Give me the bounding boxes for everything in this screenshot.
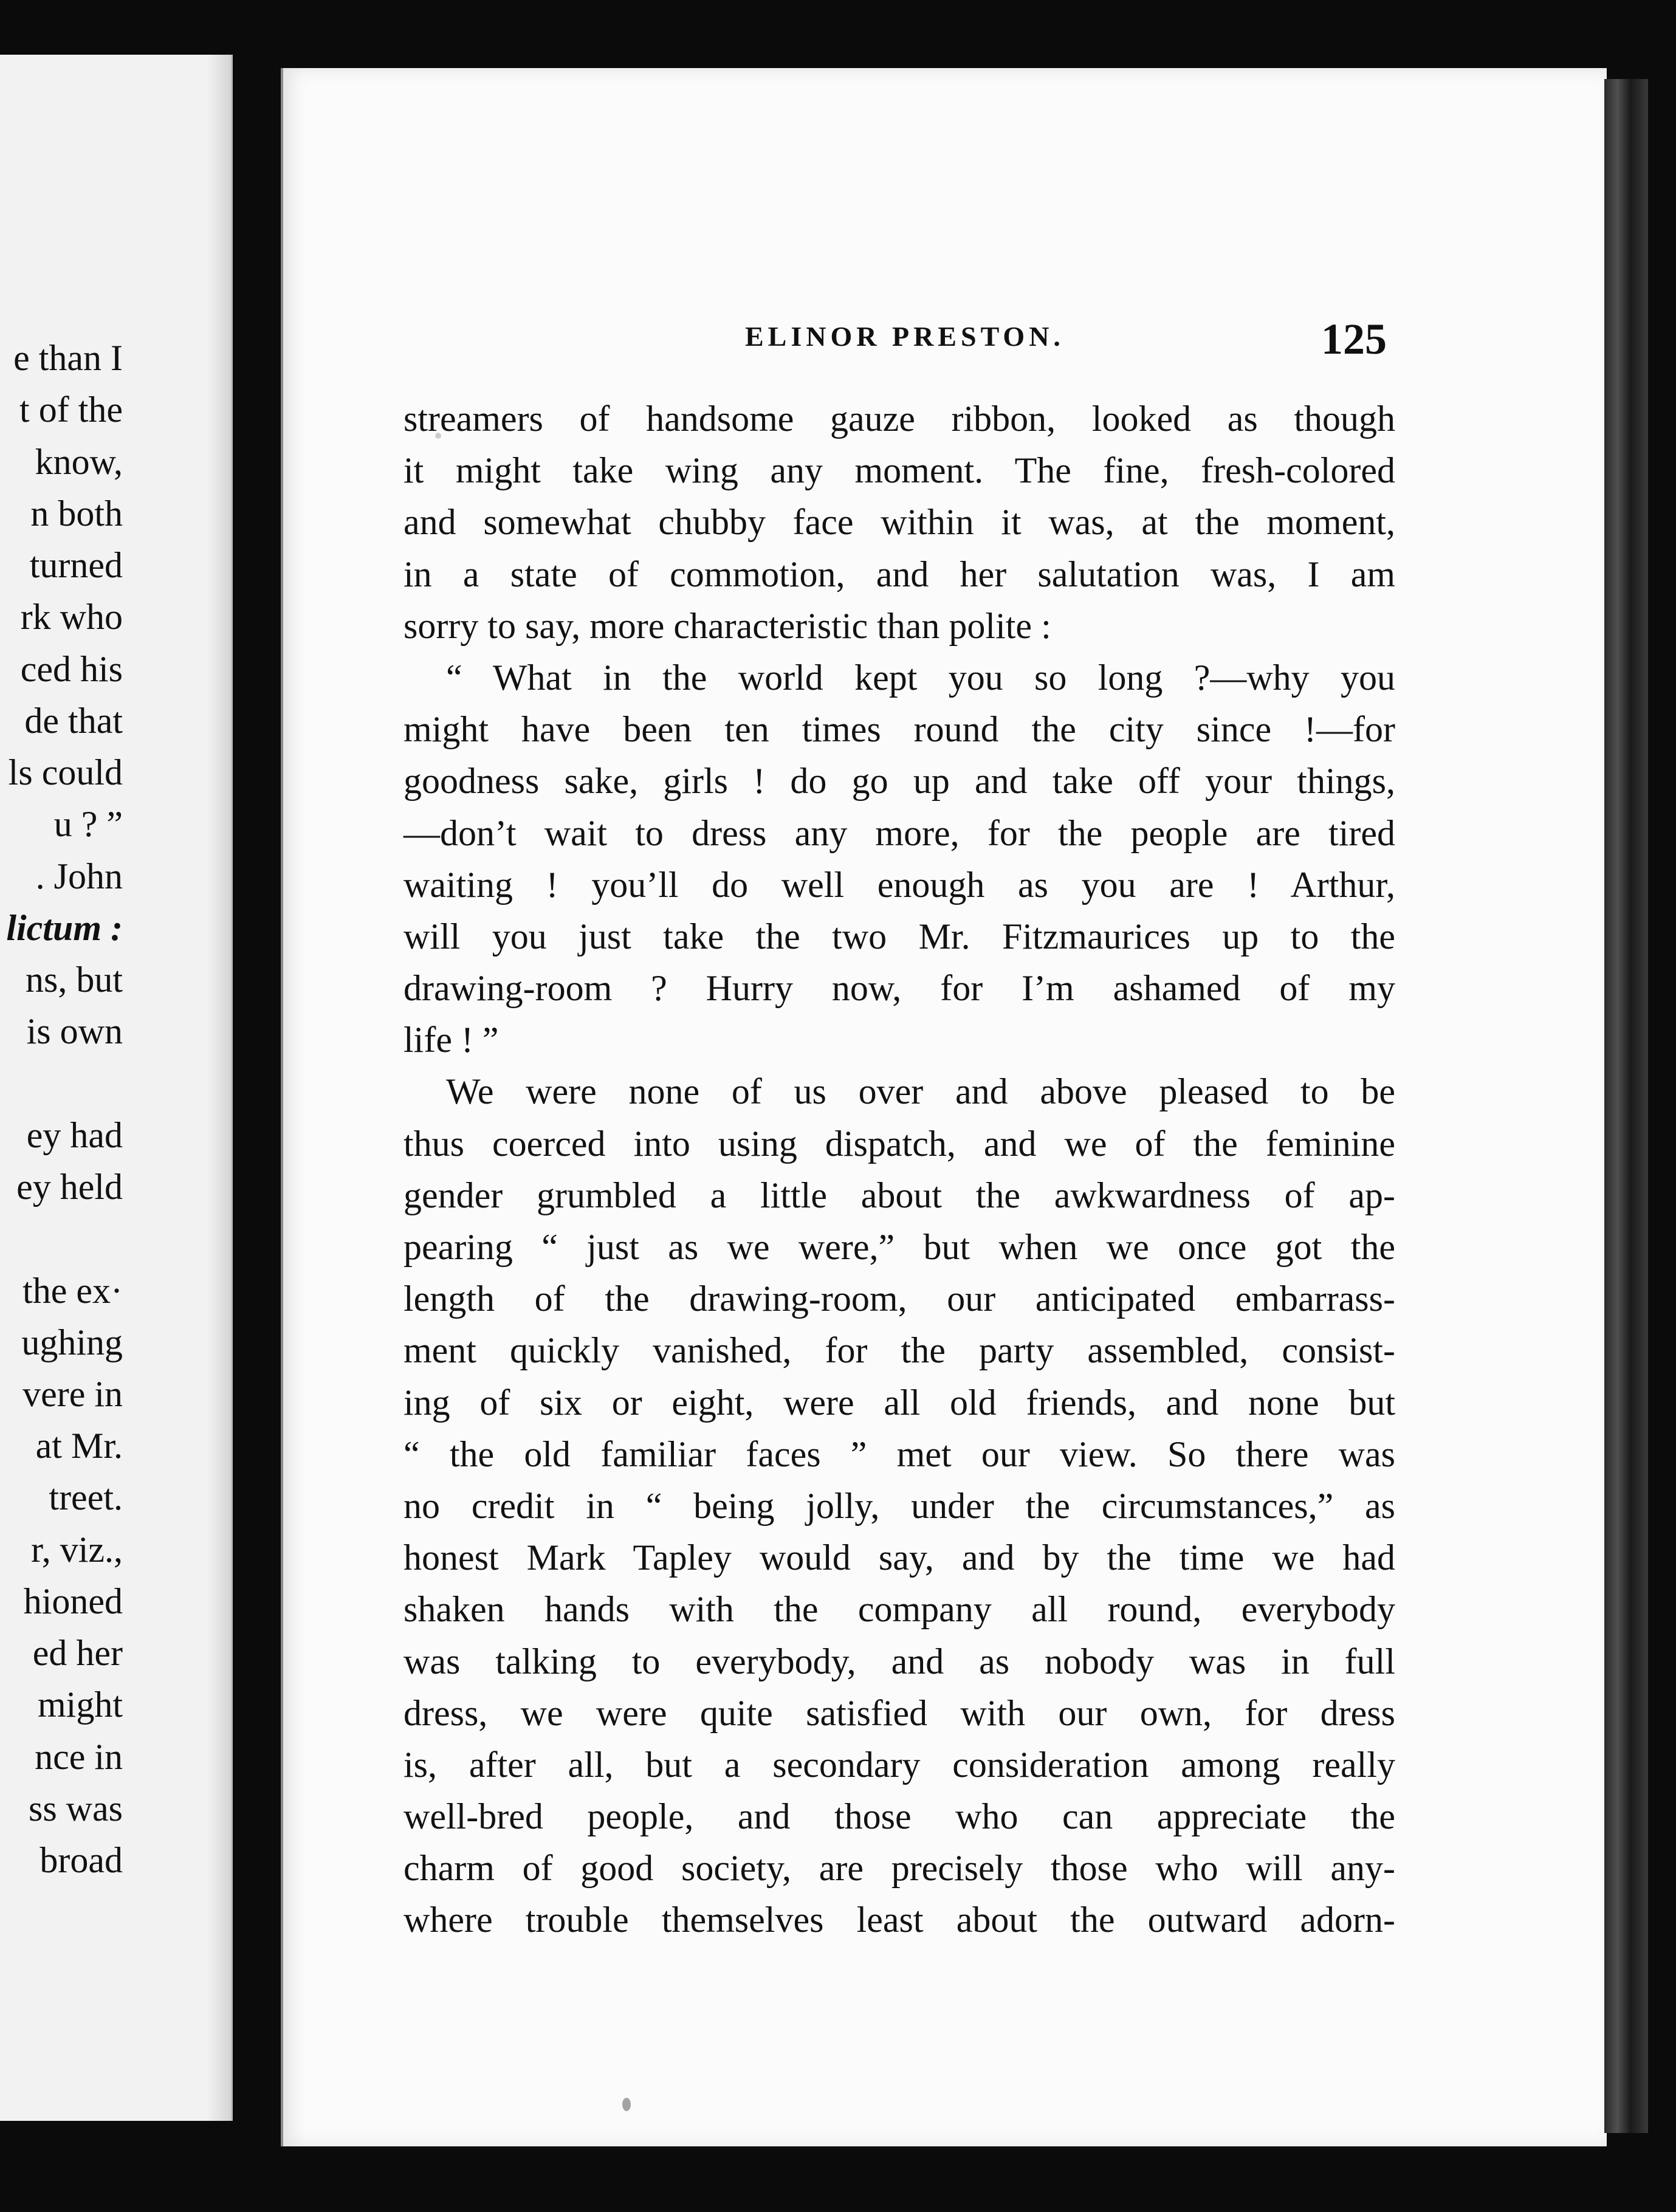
facing-page-line: at Mr. [35, 1426, 123, 1466]
text-line: “ What in the world kept you so long ?—why you [446, 657, 1395, 698]
text-line: We were none of us over and above pleased to be [446, 1071, 1395, 1112]
text-line: dress, we were quite satisfied with our own, for dress [404, 1692, 1395, 1733]
ink-speck [435, 433, 441, 439]
text-line: ment quickly vanished, for the party assembled, consist- [404, 1330, 1395, 1371]
facing-page-line: ed her [32, 1633, 123, 1673]
text-line: streamers of handsome gauze ribbon, looked as though [404, 399, 1395, 439]
text-line: thus coerced into using dispatch, and we of the feminine [404, 1123, 1395, 1164]
facing-page-line: ey held [16, 1167, 123, 1207]
body-text [404, 393, 1395, 1946]
facing-page-line: ss was [28, 1788, 123, 1829]
facing-page-line: . John [35, 856, 123, 896]
text-line: and somewhat chubby face within it was, at the moment, [404, 502, 1395, 543]
text-line: where trouble themselves least about the outward adorn- [404, 1900, 1395, 1940]
facing-page-line: is own [26, 1011, 123, 1051]
text-line: is, after all, but a secondary consideration among really [404, 1744, 1395, 1785]
text-line: waiting ! you’ll do well enough as you are ! Arthur, [404, 864, 1395, 905]
text-line: charm of good society, are precisely those who will any- [404, 1848, 1395, 1889]
ink-speck [622, 2098, 631, 2111]
text-line: “ the old familiar faces ” met our view. So there was [404, 1434, 1395, 1474]
facing-page-line: turned [29, 545, 123, 585]
page-number: 125 [1321, 315, 1387, 363]
facing-page-line: nce in [35, 1737, 123, 1777]
book-page [281, 68, 1607, 2146]
text-line: well-bred people, and those who can appreciate the [404, 1796, 1395, 1837]
facing-page-line: ced his [20, 649, 123, 689]
facing-page-line: vere in [22, 1374, 123, 1414]
text-line: it might take wing any moment. The fine, fresh-colored [404, 450, 1395, 491]
text-line: might have been ten times round the city since !—for [404, 709, 1395, 750]
text-line: will you just take the two Mr. Fitzmaurices up to the [404, 916, 1395, 957]
facing-page-line: n both [30, 493, 123, 534]
facing-page-fragment [0, 55, 233, 2121]
facing-page-line: know, [35, 442, 123, 482]
facing-page-line: the ex· [22, 1271, 123, 1311]
facing-page-line: e than I [13, 338, 123, 378]
facing-page-line: broad [39, 1840, 123, 1880]
text-line: in a state of commotion, and her salutation was, I am [404, 554, 1395, 594]
facing-page-line: treet. [49, 1477, 123, 1517]
text-line: length of the drawing-room, our anticipated embarrass- [404, 1279, 1395, 1319]
facing-page-line: might [37, 1685, 123, 1725]
text-line: pearing “ just as we were,” but when we once got the [404, 1227, 1395, 1267]
text-line: sorry to say, more characteristic than polite : [404, 605, 1051, 646]
facing-page-line: ey had [26, 1115, 123, 1155]
facing-page-line: ns, but [25, 960, 123, 1000]
facing-page-line: hioned [23, 1581, 123, 1621]
running-head [283, 314, 1607, 363]
facing-page-line: ughing [21, 1322, 123, 1362]
text-line: life ! ” [404, 1020, 499, 1060]
text-line: gender grumbled a little about the awkwardness of ap- [404, 1175, 1395, 1215]
text-line: honest Mark Tapley would say, and by the time we had [404, 1537, 1395, 1578]
text-line: —don’t wait to dress any more, for the people are tired [404, 812, 1395, 853]
text-line: no credit in “ being jolly, under the circumstances,” as [404, 1485, 1395, 1526]
facing-page-line: de that [24, 701, 123, 741]
running-title: ELINOR PRESTON. [745, 321, 1065, 352]
facing-page-line: u ? ” [53, 804, 123, 844]
page-edge-shadow [1604, 79, 1648, 2133]
facing-page-line: ls could [8, 752, 123, 792]
facing-page-line: rk who [20, 597, 123, 637]
text-line: drawing-room ? Hurry now, for I’m ashamed of my [404, 968, 1395, 1009]
facing-page-line: t of the [19, 390, 123, 430]
text-line: goodness sake, girls ! do go up and take off your things, [404, 761, 1395, 802]
text-line: was talking to everybody, and as nobody was in full [404, 1641, 1395, 1681]
text-line: ing of six or eight, were all old friends, and none but [404, 1382, 1395, 1423]
text-line: shaken hands with the company all round, everybody [404, 1589, 1395, 1630]
facing-page-line: r, viz., [31, 1530, 123, 1570]
facing-page-line: lictum : [6, 908, 123, 948]
